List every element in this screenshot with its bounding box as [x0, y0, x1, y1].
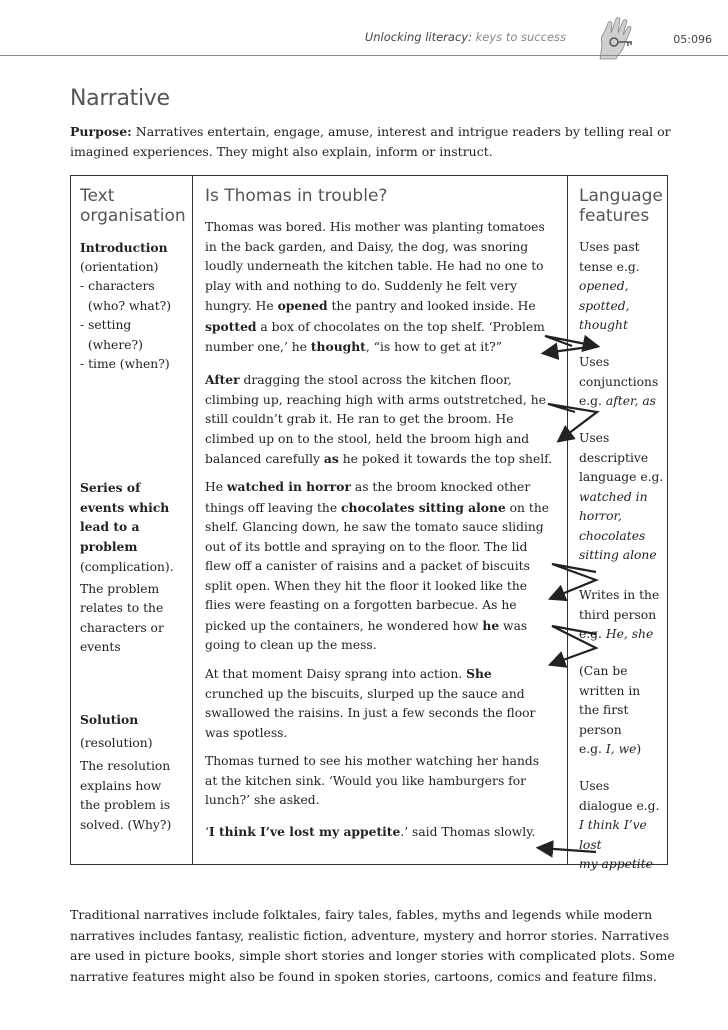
org-solution: Solution (resolution) The resolution explains how the problem is solved. (Why?) — [80, 712, 172, 832]
story-line: at the kitchen sink. ‘Would you like hamburgers for — [205, 773, 526, 788]
story-line: After dragging the stool across the kitchen floor, — [205, 372, 512, 387]
story-line: crunched up the biscuits, slurped up the sauce and — [205, 686, 525, 701]
story-line: still couldn’t grab it. He ran to get the broom. He — [205, 412, 514, 426]
col-heading-organisation: Text organisation — [80, 186, 186, 226]
story-line: climbed up on to the stool, held the broom high and — [205, 431, 530, 446]
purpose-text: Purpose: Narratives entertain, engage, amuse, interest and intrigue readers by telling real or imagined experiences. They might also explain, inform or instruct. — [70, 124, 671, 159]
story-line: Thomas turned to see his mother watching her hands — [205, 754, 540, 768]
story-line: At that moment Daisy sprang into action. She — [205, 666, 492, 681]
feature-conjunctions: Uses conjunctions e.g. after, as — [579, 355, 659, 408]
story-line: things off leaving the chocolates sitting alone on the — [205, 499, 550, 515]
story-line: He watched in horror as the broom knocked other — [205, 479, 531, 494]
feature-past-tense: Uses past tense e.g. opened, spotted, thought — [579, 240, 640, 332]
story-line: in the back garden, and Daisy, the dog, was snoring — [205, 239, 529, 254]
org-introduction: Introduction (orientation) - characters (who? what?) - setting (where?) - time (when?) — [80, 240, 172, 371]
story-line: balanced carefully as he poked it towards the top shelf. — [205, 451, 553, 466]
feature-first-person: (Can be written in the first person e.g. I, we) — [579, 664, 642, 756]
story-emphasis: as — [323, 451, 339, 466]
arrow-descriptive — [552, 564, 596, 598]
story-line: split open. When they hit the floor it looked like the — [205, 578, 528, 593]
story-line: lunch?’ she asked. — [205, 793, 320, 807]
story-line: was spotless. — [205, 725, 288, 740]
story-emphasis: watched in horror — [226, 479, 351, 494]
story-line: swallowed the raisins. In just a few seconds the floor — [205, 706, 536, 720]
story-emphasis: spotted — [205, 318, 257, 334]
col-heading-features: Language features — [579, 186, 663, 226]
arrow-past-tense — [545, 336, 596, 346]
story-emphasis: chocolates sitting alone — [341, 499, 506, 515]
story-line: Thomas was bored. His mother was planting tomatoes — [205, 220, 545, 234]
col-heading-story: Is Thomas in trouble? — [205, 186, 388, 206]
story-line: flew off a canister of raisins and a packet of biscuits — [205, 559, 530, 573]
story-line: going to clean up the mess. — [205, 638, 377, 652]
story-emphasis: She — [466, 666, 492, 681]
feature-third-person: Writes in the third person e.g. He, she — [579, 588, 660, 641]
story-line: hungry. He opened the pantry and looked inside. He — [205, 298, 536, 313]
story-line: number one,’ he thought, “is how to get at it?” — [205, 339, 503, 354]
series-title: Unlocking literacy: keys to success — [364, 30, 566, 44]
footer-paragraph: Traditional narratives include folktales, fairy tales, fables, myths and legends while modern narratives includes fantasy, realistic fiction, adventure, mystery and horror stories. Narratives are used in picture books, simple short stories and longer stories with complicated plots. Some narrative features might also be found in spoken stories, cartoons, comics and feature films. — [70, 907, 675, 984]
story-line: loudly underneath the kitchen table. He had no one to — [205, 259, 544, 273]
story-line: ‘I think I’ve lost my appetite.’ said Thomas slowly. — [205, 824, 536, 839]
arrow-conjunctions — [548, 404, 597, 440]
story-line: spotted a box of chocolates on the top shelf. ‘Problem — [205, 318, 545, 334]
story-emphasis: After — [205, 372, 240, 387]
story-line: play with and nothing to do. Suddenly he felt very — [205, 278, 518, 293]
feature-descriptive-language: Uses descriptive language e.g. watched in horror, chocolates sitting alone — [579, 431, 664, 562]
story-line: out of its bottle and spraying on to the floor. The lid — [205, 539, 528, 554]
page-code: 05:096 — [673, 33, 712, 46]
story-line: flies were feasting on a forgotten barbecue. As he — [205, 598, 517, 612]
arrow-dialogue — [540, 848, 596, 852]
story-emphasis: he — [482, 617, 500, 633]
arrow-past-tense-2 — [545, 346, 596, 353]
story-emphasis: I think I’ve lost my appetite — [208, 824, 401, 839]
arrow-third-person — [552, 626, 596, 664]
story-emphasis: opened — [277, 298, 328, 313]
story-line: climbing up, reaching high with arms outstretched, he — [205, 392, 546, 407]
story-line: picked up the containers, he wondered how he was — [205, 617, 528, 633]
page-title: Narrative — [70, 86, 170, 111]
org-series-of-events: Series of events which lead to a problem (complication). The problem relates to the characters or events — [80, 480, 174, 654]
story-line: shelf. Glancing down, he saw the tomato sauce sliding — [205, 520, 544, 534]
feature-dialogue: Uses dialogue e.g. I think I’ve lost my appetite — [579, 779, 660, 871]
story-emphasis: thought — [310, 339, 366, 354]
